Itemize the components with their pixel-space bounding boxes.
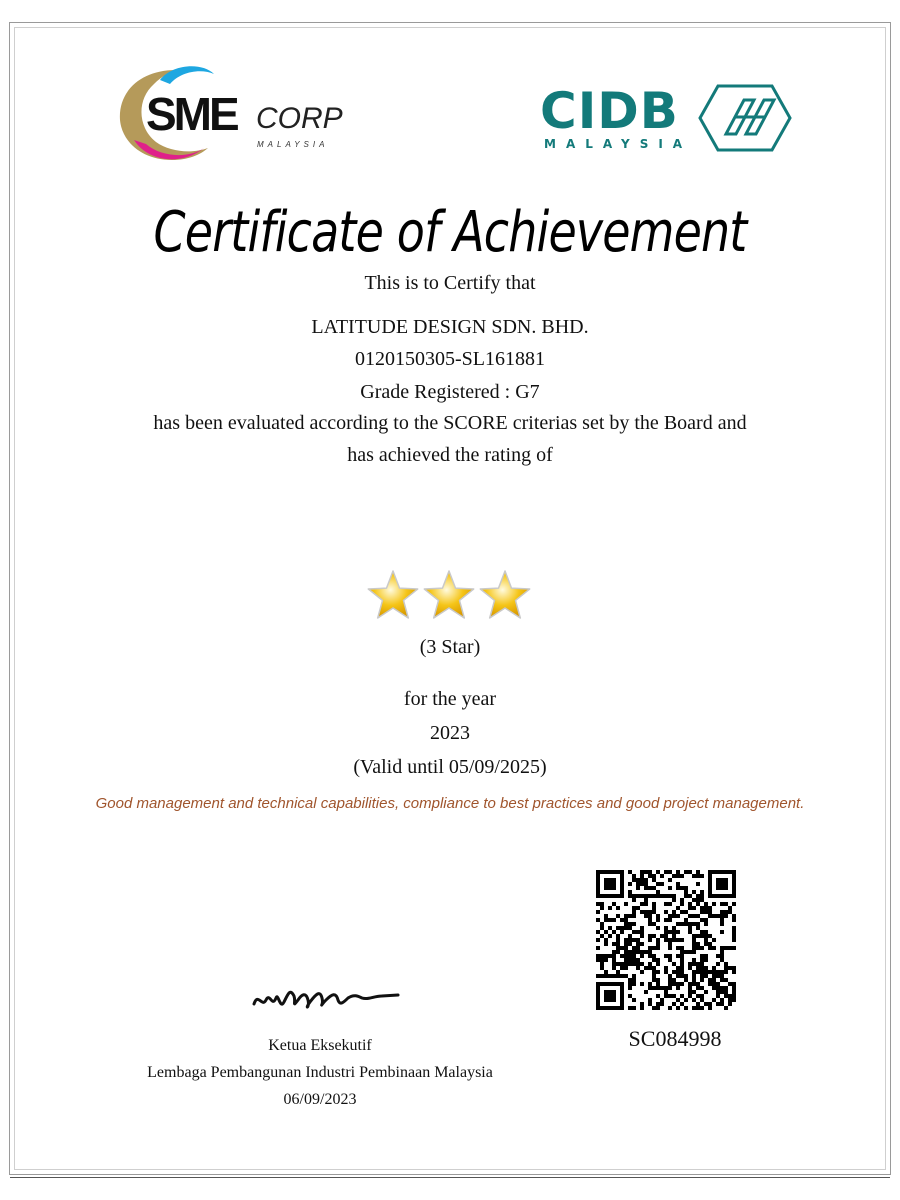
qr-code (596, 870, 736, 1010)
intro-text: This is to Certify that (364, 272, 536, 294)
validity-text: (Valid until 05/09/2025) (353, 756, 547, 778)
signatory-organization: Lembaga Pembangunan Industri Pembinaan Malaysia (147, 1064, 493, 1081)
company-name: LATITUDE DESIGN SDN. BHD. (311, 316, 589, 338)
smecorp-logo-country: MALAYSIA (257, 140, 329, 149)
star-icon (368, 571, 417, 618)
cidb-logo-main: CIDB (540, 82, 679, 140)
signatory-date: 06/09/2023 (283, 1091, 357, 1108)
evaluation-line-2: has achieved the rating of (347, 444, 553, 466)
smecorp-logo-main: SME (146, 88, 237, 140)
signature (248, 978, 408, 1018)
certificate-title: Certificate of Achievement (153, 200, 747, 265)
year-value: 2023 (430, 722, 470, 744)
year-label: for the year (403, 688, 497, 710)
evaluation-line-1: has been evaluated according to the SCORE criterias set by the Board and (153, 412, 747, 434)
smecorp-logo (112, 62, 362, 167)
smecorp-logo-sub: CORP (256, 102, 343, 135)
cidb-logo-country: MALAYSIA (544, 137, 693, 151)
star-icon (480, 571, 529, 618)
grade-registered: Grade Registered : G7 (360, 381, 540, 403)
signatory-title: Ketua Eksekutif (268, 1037, 372, 1054)
cidb-logo (540, 80, 795, 155)
star-rating (364, 568, 534, 624)
cidb-hexagon-icon (700, 86, 790, 150)
rating-label: (3 Star) (419, 636, 481, 658)
bottom-rule (10, 1177, 890, 1178)
star-icon (424, 571, 473, 618)
registration-number: 0120150305-SL161881 (355, 348, 545, 370)
certificate-code: SC084998 (628, 1026, 722, 1051)
rating-description: Good management and technical capabilities, compliance to best practices and good project management. (95, 795, 805, 812)
